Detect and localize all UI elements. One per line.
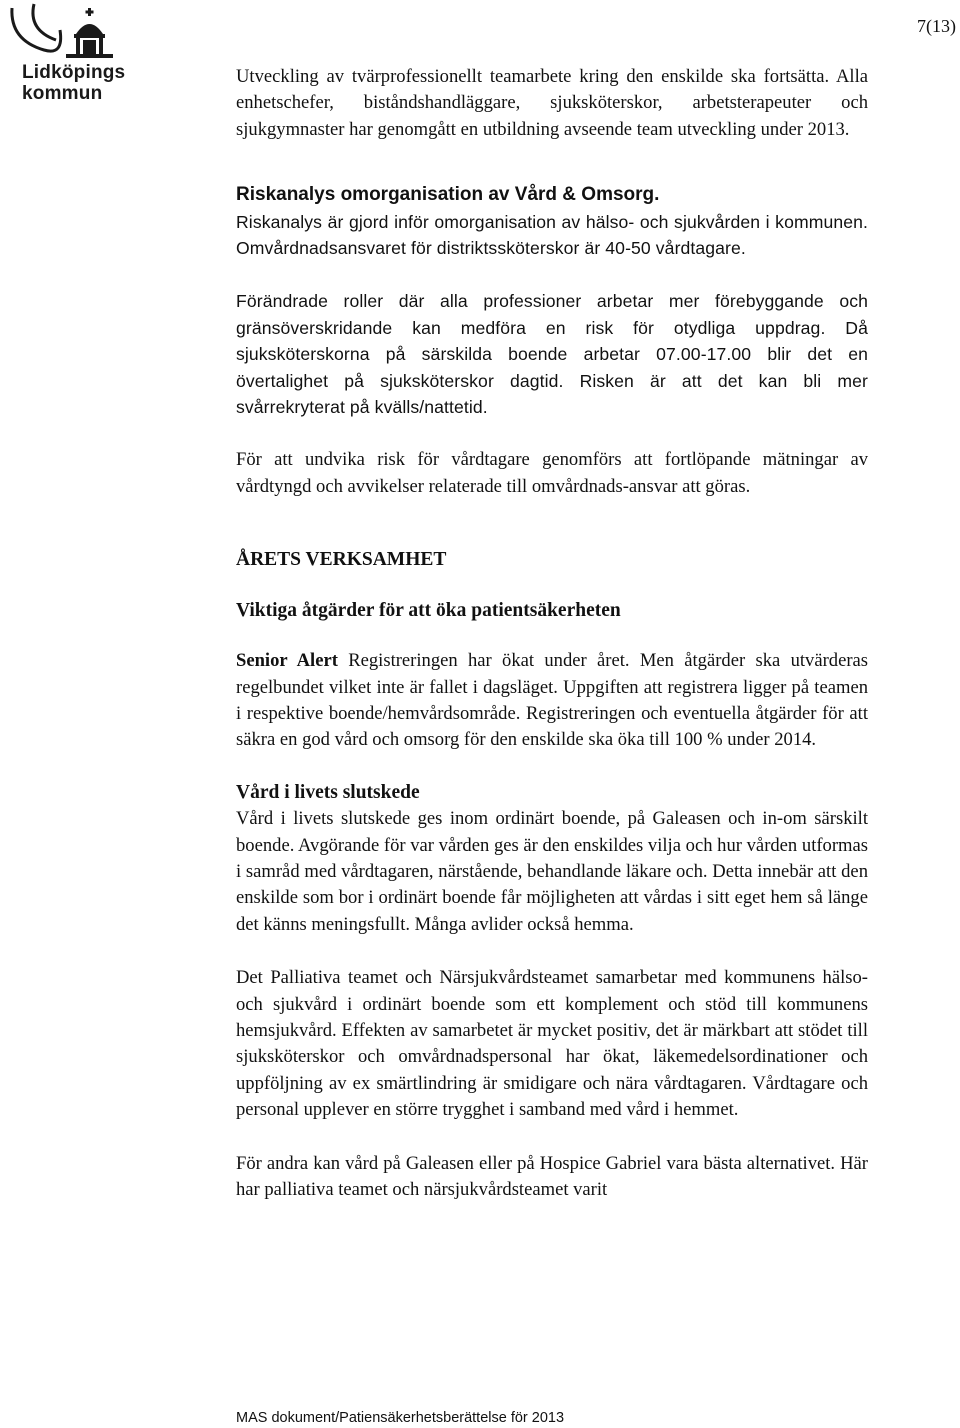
galeasen-paragraph: För andra kan vård på Galeasen eller på Hospice Gabriel vara bästa alternativet. Här har palliativa teamet och närsjukvårdsteamet varit [236, 1152, 868, 1200]
document-body [236, 64, 868, 1203]
senior-alert-label: Senior Alert [236, 650, 338, 672]
end-of-life-paragraph: Vård i livets slutskede ges inom ordinärt boende, på Galeasen och in-om särskilt boende. Avgörande för var vården ges är den enskildes vilja och hur vården utformas i samråd med vårdtagaren, närstående, behandlande läkare och. Detta innebär att den enskilde som bor i ordinärt boende får möjligheten att vårdas i sitt eget hem så länge det känns meningsfullt. Många avlider också hemma. [236, 808, 868, 935]
risk-paragraph-3: För att undvika risk för vårdtagare genomförs att fortlöpande mätningar av vårdtyngd och avvikelser relaterade till omvårdnads-ansvar att göras. [236, 449, 868, 497]
logo-line-2: kommun [22, 83, 103, 104]
risk-paragraph-1: Riskanalys är gjord inför omorganisation av hälso- och sjukvården i kommunen. Omvårdnadsansvaret för distriktssköterskor är 40-50 vårdtagare. [236, 211, 868, 259]
section-subheading: Viktiga åtgärder för att öka patientsäkerheten [236, 599, 621, 621]
risk-heading: Riskanalys omorganisation av Vård & Omsorg. [236, 184, 660, 206]
section-heading: ÅRETS VERKSAMHET [236, 549, 447, 571]
senior-alert-text: Registreringen har ökat under året. Men åtgärder ska utvärderas regelbundet vilket inte är fallet i dagsläget. Uppgiften att registrera ligger på teamen i respektive boende/hemvårdsområde. Registreringen och eventuella åtgärder för att säkra en god vård och omsorg för den enskilde ska öka till 100 % under 2014. [236, 650, 869, 751]
risk-paragraph-2: Förändrade roller där alla professioner arbetar mer förebyggande och gränsöverskridande kan medföra en risk för otydliga uppdrag. Då sjuksköterskorna på särskilda boende arbetar 07.00-17.00 blir det en övertalighet på sjuksköterskor dagtid. Risken är att det kan bli mer svårrekryterat på kvälls/nattetid. [236, 291, 868, 418]
palliative-paragraph: Det Palliativa teamet och Närsjukvårdsteamet samarbetar med kommunens hälso- och sjukvård i ordinärt boende som ett komplement och stöd till kommunens hemsjukvård. Effekten av samarbetet är mycket positiv, det är märkbart att stödet till sjuksköterskor och omvårdnadspersonal har ökat, läkemedelsordinationer och uppföljning av ex smärtlindring är smidigare och nära vårdtagaren. Vårdtagare och personal upplever en större trygghet i samband med vård i hemmet. [236, 967, 868, 1121]
end-of-life-heading: Vård i livets slutskede [236, 781, 420, 803]
logo-line-1: Lidköpings [22, 62, 126, 83]
page-number: 7(13) [917, 16, 956, 36]
intro-paragraph: Utveckling av tvärprofessionellt teamarbete kring den enskilde ska fortsätta. Alla enhetschefer, biståndshandläggare, sjuksköterskor, arbetsterapeuter och sjukgymnaster har genomgått en utbildning avseende team utveckling under 2013. [236, 66, 868, 140]
footer: MAS dokument/Patiensäkerhetsberättelse för 2013 [236, 1410, 565, 1426]
senior-alert-paragraph [236, 648, 868, 754]
